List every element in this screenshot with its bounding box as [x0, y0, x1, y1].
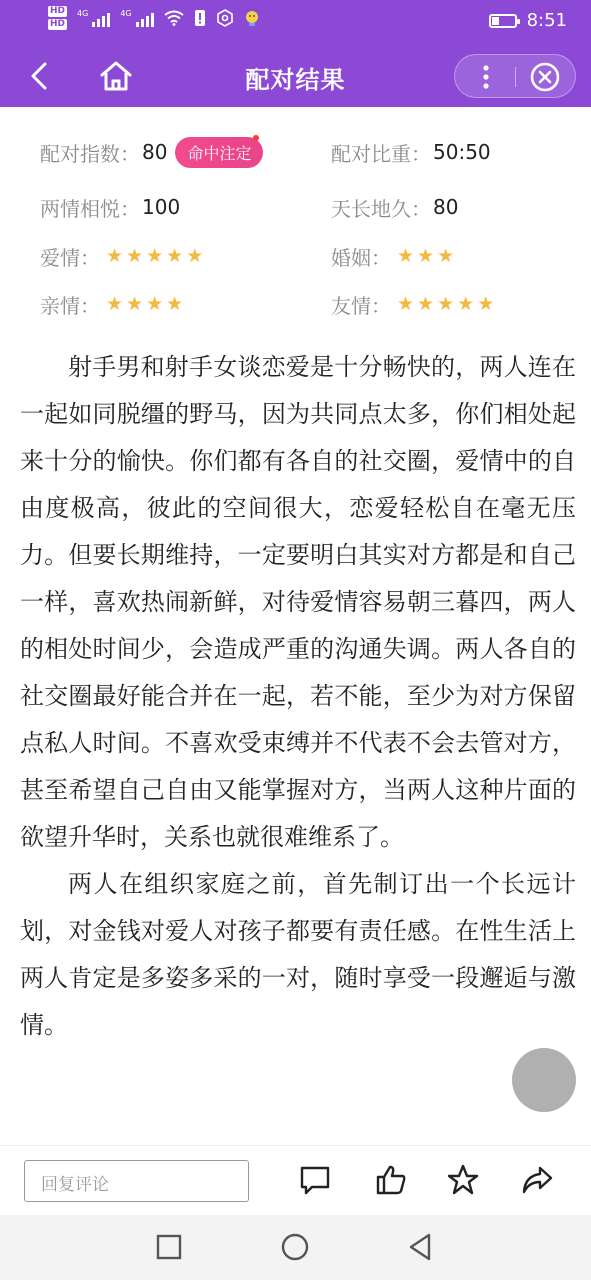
stat-forever	[331, 187, 458, 227]
family-label: 亲情：	[40, 293, 100, 318]
family-stars	[106, 292, 184, 315]
back-nav-icon[interactable]	[405, 1231, 437, 1263]
star-rating-icon: ★	[126, 292, 144, 315]
hd1-label: HD	[50, 6, 66, 16]
friendship-label: 友情：	[331, 293, 391, 318]
star-rating-icon: ★	[397, 244, 415, 267]
badge-dot	[253, 135, 259, 141]
stat-family	[40, 284, 183, 324]
mutual-label: 两情相悦：	[40, 196, 140, 221]
stat-mutual	[40, 187, 180, 227]
marriage-label: 婚姻：	[331, 245, 391, 270]
star-icon[interactable]	[446, 1163, 480, 1197]
system-nav-bar	[0, 1215, 591, 1280]
stat-match-index	[40, 132, 263, 172]
fate-badge	[175, 137, 263, 168]
star-rating-icon: ★	[477, 292, 495, 315]
reply-comment-input[interactable]: 回复评论	[24, 1160, 249, 1202]
stat-love	[40, 236, 203, 276]
settings-hex-icon	[216, 9, 234, 27]
comment-icon[interactable]	[298, 1163, 332, 1197]
like-icon[interactable]	[374, 1163, 408, 1197]
star-rating-icon: ★	[186, 244, 204, 267]
recent-apps-icon[interactable]	[153, 1231, 185, 1263]
love-label: 爱情：	[40, 245, 100, 270]
fate-badge-text: 命中注定	[187, 143, 252, 163]
ratio-value: 50:50	[433, 140, 491, 164]
floating-scroll-button[interactable]	[512, 1048, 576, 1112]
close-circle-icon[interactable]	[516, 55, 576, 99]
star-rating-icon: ★	[106, 292, 124, 315]
star-rating-icon: ★	[166, 292, 184, 315]
mutual-value: 100	[142, 195, 181, 219]
share-icon[interactable]	[520, 1163, 554, 1197]
wifi-icon	[164, 10, 184, 26]
net1-label: 4G	[77, 9, 89, 18]
match-index-label: 配对指数：	[40, 141, 140, 166]
header	[0, 44, 591, 107]
page-title: 配对结果	[245, 66, 346, 94]
notification-app-icon	[244, 9, 260, 27]
star-rating-icon: ★	[166, 244, 184, 267]
signal-icon	[77, 9, 110, 27]
ratio-label: 配对比重：	[331, 141, 431, 166]
sim-alert-icon	[194, 9, 206, 27]
marriage-stars	[397, 244, 455, 267]
comment-bar	[0, 1145, 591, 1215]
article-paragraph-2: 两人在组织家庭之前，首先制订出一个长远计划，对金钱对爱人对孩子都要有责任感。在性生活上两人肯定是多姿多采的一对，随时享受一段邂逅与激情。	[20, 870, 576, 1039]
net2-label: 4G	[120, 9, 132, 18]
stat-friendship	[331, 284, 494, 324]
match-index-value: 80	[142, 140, 168, 164]
mini-program-capsule	[454, 54, 576, 98]
hd-indicator	[48, 6, 67, 30]
star-rating-icon: ★	[146, 244, 164, 267]
star-rating-icon: ★	[397, 292, 415, 315]
star-rating-icon: ★	[437, 244, 455, 267]
stat-marriage	[331, 236, 454, 276]
star-rating-icon: ★	[146, 292, 164, 315]
star-rating-icon: ★	[417, 292, 435, 315]
article-paragraph-1: 射手男和射手女谈恋爱是十分畅快的，两人连在一起如同脱缰的野马，因为共同点太多，你们相处起来十分的愉快。你们都有各自的社交圈，爱情中的自由度极高，彼此的空间很大，恋爱轻松自在毫无压力。但要长期维持，一定要明白其实对方都是和自己一样，喜欢热闹新鲜，对待爱情容易朝三暮四，两人的相处时间少，会造成严重的沟通失调。两人各自的社交圈最好能合并在一起，若不能，至少为对方保留点私人时间。不喜欢受束缚并不代表不会去管对方，甚至希望自己自由又能掌握对方，当两人这种片面的欲望升华时，关系也就很难维系了。	[20, 353, 576, 851]
hd2-label: HD	[50, 19, 66, 29]
star-rating-icon: ★	[437, 292, 455, 315]
top-bar	[0, 0, 591, 107]
forever-label: 天长地久：	[331, 196, 431, 221]
battery-icon	[489, 14, 517, 28]
star-rating-icon: ★	[457, 292, 475, 315]
star-rating-icon: ★	[106, 244, 124, 267]
signal-icon-2	[120, 9, 153, 27]
status-bar	[0, 0, 591, 44]
home-nav-icon[interactable]	[279, 1231, 311, 1263]
star-rating-icon: ★	[417, 244, 435, 267]
forever-value: 80	[433, 195, 459, 219]
friendship-stars	[397, 292, 495, 315]
love-stars	[106, 244, 204, 267]
analysis-article	[20, 344, 576, 1049]
star-rating-icon: ★	[126, 244, 144, 267]
stat-ratio	[331, 132, 491, 172]
status-time: 8:51	[526, 10, 567, 31]
more-icon[interactable]	[455, 55, 515, 99]
